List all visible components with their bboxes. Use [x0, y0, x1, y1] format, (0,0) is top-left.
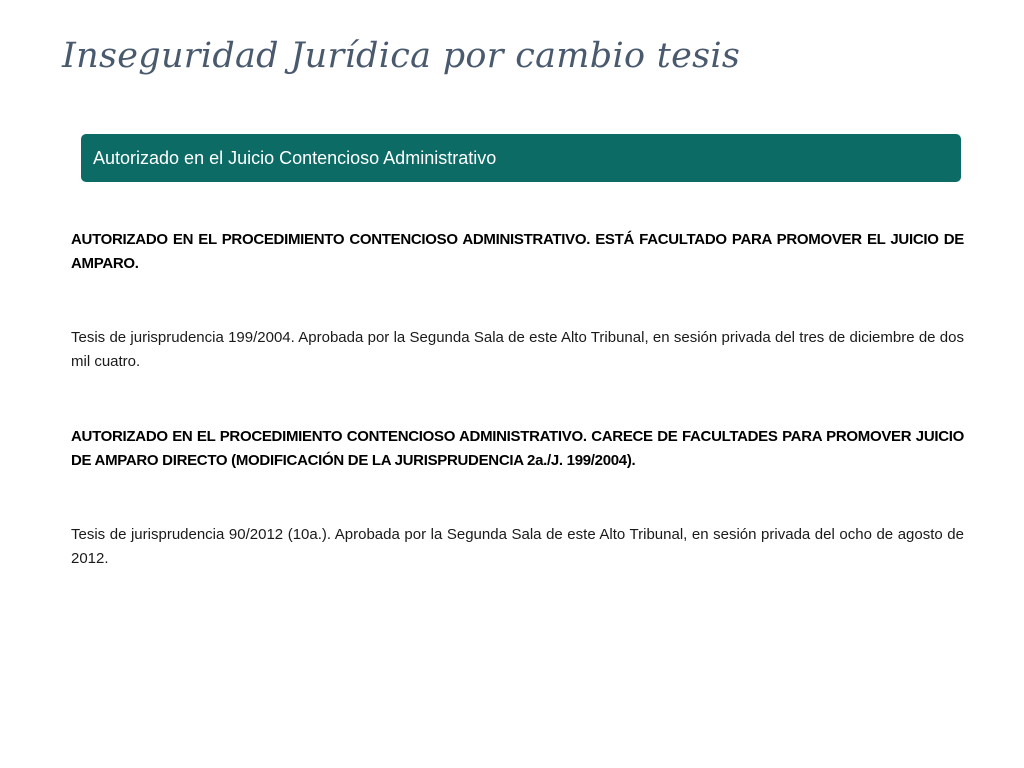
- slide-title: Inseguridad Jurídica por cambio tesis: [62, 36, 741, 76]
- section-banner: [81, 134, 961, 182]
- section-banner-label: Autorizado en el Juicio Contencioso Administrativo: [93, 147, 497, 168]
- thesis-heading-1: AUTORIZADO EN EL PROCEDIMIENTO CONTENCIOSO ADMINISTRATIVO. ESTÁ FACULTADO PARA PROMOVER EL JUICIO DE AMPARO.: [71, 231, 964, 272]
- thesis-citation-1: Tesis de jurisprudencia 199/2004. Aprobada por la Segunda Sala de este Alto Tribunal, en sesión privada del tres de diciembre de dos mil cuatro.: [71, 329, 964, 370]
- thesis-citation-2: Tesis de jurisprudencia 90/2012 (10a.). Aprobada por la Segunda Sala de este Alto Tribunal, en sesión privada del ocho de agosto de 2012.: [71, 526, 964, 567]
- thesis-heading-2: AUTORIZADO EN EL PROCEDIMIENTO CONTENCIOSO ADMINISTRATIVO. CARECE DE FACULTADES PARA PROMOVER JUICIO DE AMPARO DIRECTO (MODIFICACIÓN DE LA JURISPRUDENCIA 2a./J. 199/2004).: [71, 428, 964, 469]
